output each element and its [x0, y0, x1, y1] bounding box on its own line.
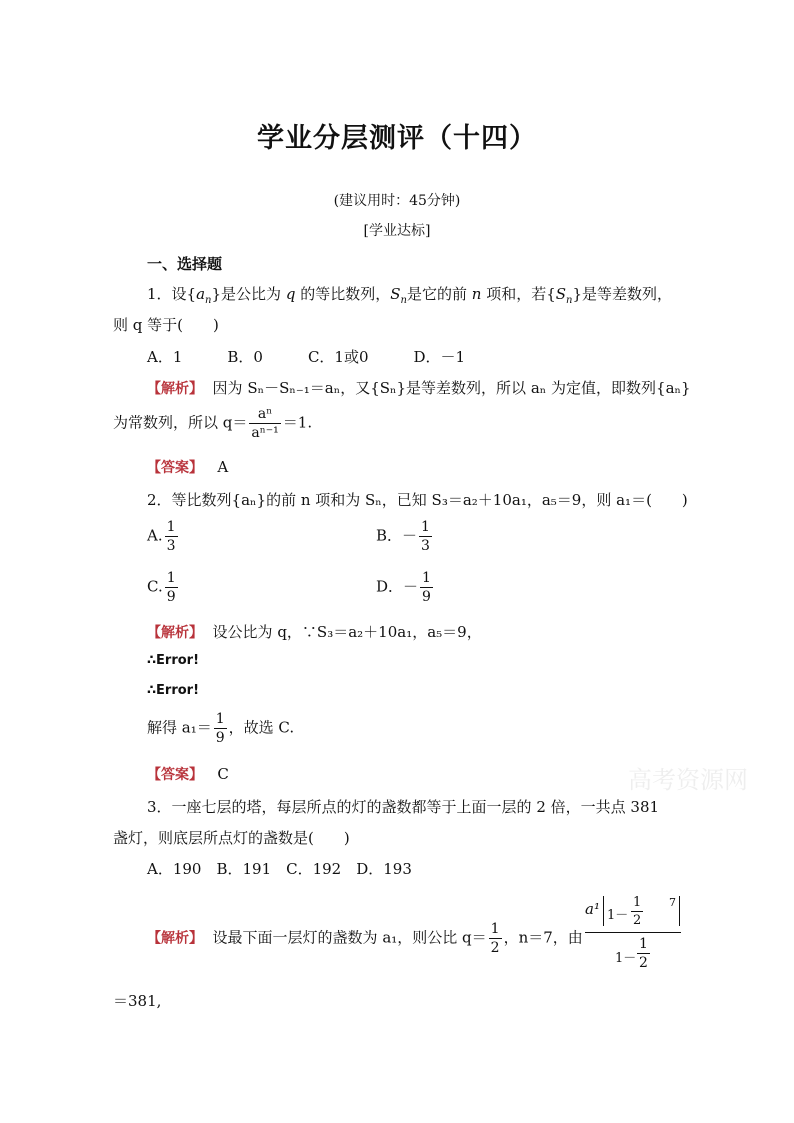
- q3-stem-line1: 3．一座七层的塔，每层所点的灯的盏数都等于上面一层的 2 倍，一共点 381: [147, 798, 660, 816]
- q2-stem: 2．等比数列{aₙ}的前 n 项和为 Sₙ，已知 S₃＝a₂＋10a₁，a₅＝9，则 a₁＝( ): [147, 491, 688, 509]
- q1-stem-line2: 则 q 等于( ): [113, 316, 219, 334]
- watermark: 高考资源网: [628, 766, 748, 794]
- q3-sum-formula: [585, 896, 681, 977]
- time-hint: (建议用时：45分钟): [333, 193, 461, 209]
- q1-analysis-line1: 【解析】 因为 Sₙ－Sₙ₋₁＝aₙ，又{Sₙ}是等差数列，所以 aₙ 为定值，即数列{aₙ}: [147, 379, 691, 397]
- q3-options: A．190 B．191 C．192 D．193: [147, 860, 412, 878]
- level-heading: [学业达标]: [363, 223, 431, 239]
- q1-answer: 【答案】 A: [147, 458, 229, 476]
- q2-analysis: 【解析】 设公比为 q，∵S₃＝a₂＋10a₁，a₅＝9，: [147, 623, 482, 641]
- q2-option-b: B．－ $\frac{1}{3}$: [376, 519, 430, 554]
- q2-option-a: A. $\frac{1}{3}$: [147, 519, 176, 554]
- q1-options: A．1 B．0 C．1或0 D．－1: [147, 348, 466, 366]
- q1-analysis-line2: 为常数列，所以 q＝ $\frac{\text{aⁿ}}{\text{aⁿ⁻¹}}$ ＝1.: [113, 406, 313, 441]
- q3-result: ＝381,: [113, 992, 162, 1010]
- section-heading: 一、选择题: [147, 255, 223, 273]
- q3-analysis: 【解析】 设最下面一层灯的盏数为 a₁，则公比 q＝ $\frac{1}{2}$ ，n＝7，由: [147, 921, 583, 956]
- q1-stem-line1: 1．设$\{a_n\}$是公比为 q 的等比数列，$S_n$是它的前 n 项和，若$\{S_n\}$是等差数列，: [147, 285, 673, 306]
- q3-formula-numerator: a¹ 1－ $\frac{1}{2}$ 7: [585, 896, 681, 933]
- answer-label: 【答案】: [147, 460, 203, 476]
- q2-solution: 解得 a₁＝ $\frac{1}{9}$ ，故选 C.: [147, 711, 295, 746]
- q2-option-d: D．－ $\frac{1}{9}$: [376, 570, 431, 605]
- q3-formula-denominator: 1－ $\frac{1}{2}$: [615, 936, 648, 971]
- q2-error-2: ∴Error!: [147, 683, 200, 698]
- page-title: 学业分层测评（十四）: [257, 123, 537, 154]
- analysis-label: 【解析】: [147, 381, 203, 397]
- q2-option-c: C. $\frac{1}{9}$: [147, 570, 176, 605]
- q2-answer: 【答案】 C: [147, 765, 229, 783]
- q3-stem-line2: 盏灯，则底层所点灯的盏数是( ): [113, 829, 350, 847]
- q2-error-1: ∴Error!: [147, 653, 200, 668]
- q1-fraction: $\frac{\text{aⁿ}}{\text{aⁿ⁻¹}}$: [251, 406, 279, 441]
